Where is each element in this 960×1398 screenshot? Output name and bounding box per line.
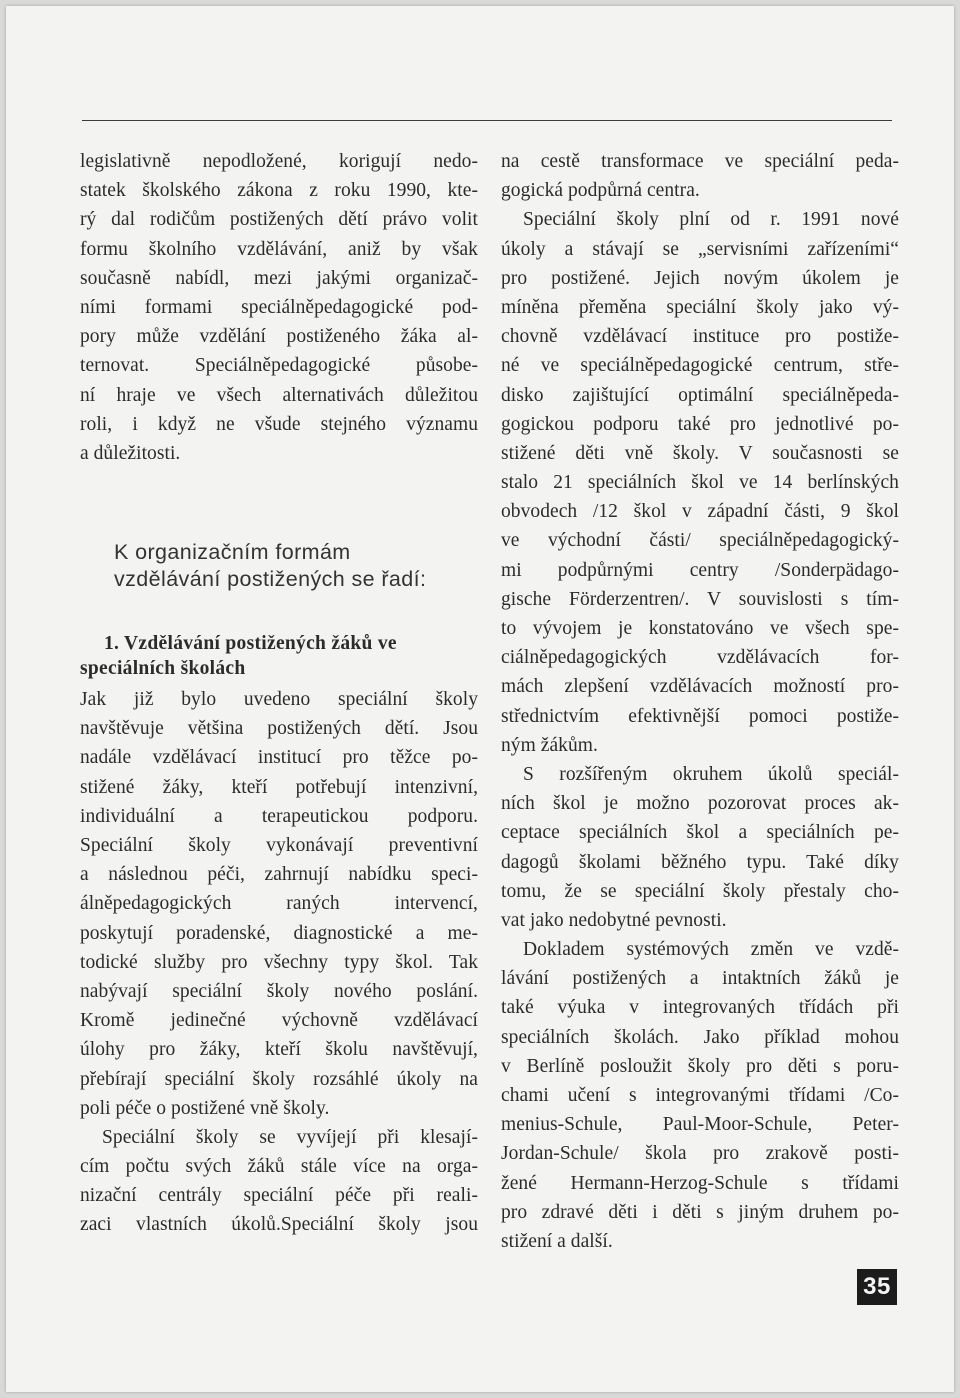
text-line: lávání postižených a intaktních žáků je xyxy=(501,968,899,990)
text-line: cím počtu svých žáků stále více na orga- xyxy=(80,1156,478,1178)
text-line: na cestě transformace ve speciální peda- xyxy=(501,151,899,172)
text-line: nizační centrály speciální péče při reali- xyxy=(80,1185,478,1207)
text-line: legislativně nepodložené, korigují nedo- xyxy=(80,151,478,172)
text-line: a důležitosti. xyxy=(80,442,181,464)
text-line: formu školního vzdělávání, aniž by však xyxy=(80,238,478,260)
section-heading xyxy=(80,539,478,593)
text-line: K organizačním formám xyxy=(114,540,351,565)
text-line: pro postižené. Jejich novým úkolem je xyxy=(501,267,899,289)
text-line: gische Förderzentren/. V souvislosti s tím- xyxy=(501,588,899,610)
text-line: úkoly a stávají se „servisními zařízeními“ xyxy=(501,238,899,260)
text-line: přebírají speciální školy rozsáhlé úkoly na xyxy=(80,1068,478,1090)
text-line: žené Hermann-Herzog-Schule s třídami xyxy=(501,1172,899,1194)
text-line: speciálních školách. Jako příklad mohou xyxy=(501,1026,899,1048)
text-line: chovně vzdělávací instituce pro postiže- xyxy=(501,326,899,348)
header-rule xyxy=(82,120,892,121)
text-line: pory může vzdělání postiženého žáka al- xyxy=(80,326,478,348)
text-line: Dokladem systémových změn ve vzdě- xyxy=(523,939,899,961)
text-line: Speciální školy se vyvíjejí při klesají- xyxy=(102,1126,478,1148)
right-paragraph-3 xyxy=(501,760,899,935)
text-line: a následnou péči, zahrnují nabídku speci- xyxy=(80,864,478,886)
right-paragraph-2 xyxy=(501,205,899,760)
text-line: rý dal rodičům postižených dětí právo volit xyxy=(80,209,478,231)
text-line: ciálněpedagogických vzdělávacích for- xyxy=(501,647,899,669)
text-line: stižené děti vně školy. V současnosti se xyxy=(501,442,899,464)
right-column xyxy=(501,147,899,1256)
text-line: v Berlíně posloužit školy pro děti s poru- xyxy=(501,1055,899,1077)
text-line: 1. Vzdělávání postižených žáků ve xyxy=(104,633,397,655)
text-line: ným žákům. xyxy=(501,734,598,756)
right-paragraph-1 xyxy=(501,147,899,205)
text-line: Kromě jedinečné výchovně vzdělávací xyxy=(80,1010,478,1032)
text-line: úlohy pro žáky, kteří školu navštěvují, xyxy=(80,1039,478,1061)
text-line: pro zdravé děti i děti s jiným druhem po- xyxy=(501,1201,899,1223)
subsection-heading xyxy=(80,631,478,681)
left-paragraph-3 xyxy=(80,1123,478,1240)
text-line: současně nabídl, mezi jakými organizač- xyxy=(80,267,478,289)
text-line: vat jako nedobytné pevnosti. xyxy=(501,909,727,931)
text-line: speciálních školách xyxy=(80,658,246,680)
text-line: stižené žáky, kteří potřebují intenzivní, xyxy=(80,776,478,798)
text-line: disko zajištující optimální speciálněpeda- xyxy=(501,384,899,406)
text-line: střednictvím efektivnější pomoci postiže- xyxy=(501,705,899,727)
text-line: Jordan-Schule/ škola pro zrakově posti- xyxy=(501,1143,899,1165)
text-line: míněna přeměna speciální školy jako vý- xyxy=(501,296,899,318)
text-line: mách zlepšení vzdělávacích možností pro- xyxy=(501,676,899,698)
right-paragraph-4 xyxy=(501,935,899,1256)
text-line: statek školského zákona z roku 1990, kte- xyxy=(80,180,478,202)
text-line: Jak již bylo uvedeno speciální školy xyxy=(80,689,478,711)
text-line: Speciální školy vykonávají preventivní xyxy=(80,835,478,856)
text-line: S rozšířeným okruhem úkolů speciál- xyxy=(523,763,899,785)
text-line: dagogů školami běžného typu. Také díky xyxy=(501,851,899,873)
left-paragraph-1 xyxy=(80,147,478,468)
text-line: gogickou podporu také pro jednotlivé po- xyxy=(501,413,899,435)
text-line: navštěvuje většina postižených dětí. Jsou xyxy=(80,718,478,740)
text-line: ních škol je možno pozorovat proces ak- xyxy=(501,793,899,815)
text-line: poskytují poradenské, diagnostické a me- xyxy=(80,922,478,944)
text-line: ternovat. Speciálněpedagogické působe- xyxy=(80,355,478,377)
page-number: 35 xyxy=(857,1269,897,1305)
text-line: ními formami speciálněpedagogické pod- xyxy=(80,296,478,318)
text-line: nabývají speciální školy nového poslání. xyxy=(80,980,478,1002)
text-line: poli péče o postižené vně školy. xyxy=(80,1097,330,1119)
text-line: menius-Schule, Paul-Moor-Schule, Peter- xyxy=(501,1114,899,1136)
text-line: individuální a terapeutickou podporu. xyxy=(80,805,478,827)
text-line: také výuka v integrovaných třídách při xyxy=(501,997,899,1019)
left-paragraph-2 xyxy=(80,685,478,1123)
text-line: mi podpůrnými centry /Sonderpädago- xyxy=(501,559,899,581)
text-line: roli, i když ne všude stejného významu xyxy=(80,413,478,435)
text-line: ve východní části/ speciálněpedagogický- xyxy=(501,530,899,552)
text-line: ceptace speciálních škol a speciálních pe- xyxy=(501,822,899,844)
text-line: todické služby pro všechny typy škol. Tak xyxy=(80,951,478,973)
text-line: chami učení s integrovanými třídami /Co- xyxy=(501,1085,899,1106)
text-line: Speciální školy plní od r. 1991 nové xyxy=(523,209,899,231)
text-line: stalo 21 speciálních škol ve 14 berlínských xyxy=(501,472,899,494)
text-line: obvodech /12 škol v západní části, 9 škol xyxy=(501,501,899,523)
text-line: gogická podpůrná centra. xyxy=(501,180,700,202)
left-column xyxy=(80,147,478,1240)
text-line: nadále vzdělávací institucí pro těžce po- xyxy=(80,747,478,769)
text-line: vzdělávání postižených se řadí: xyxy=(114,567,427,592)
text-line: stižení a další. xyxy=(501,1230,613,1252)
text-line: to vývojem je konstatováno ve všech spe- xyxy=(501,618,899,639)
text-line: ní hraje ve všech alternativách důležitou xyxy=(80,384,478,406)
book-page xyxy=(6,6,954,1392)
text-line: álněpedagogických raných intervencí, xyxy=(80,893,478,915)
text-line: né ve speciálněpedagogické centrum, stře- xyxy=(501,355,899,377)
text-line: tomu, že se speciální školy přestaly cho- xyxy=(501,880,899,902)
text-line: zaci vlastních úkolů.Speciální školy jsou xyxy=(80,1214,478,1236)
